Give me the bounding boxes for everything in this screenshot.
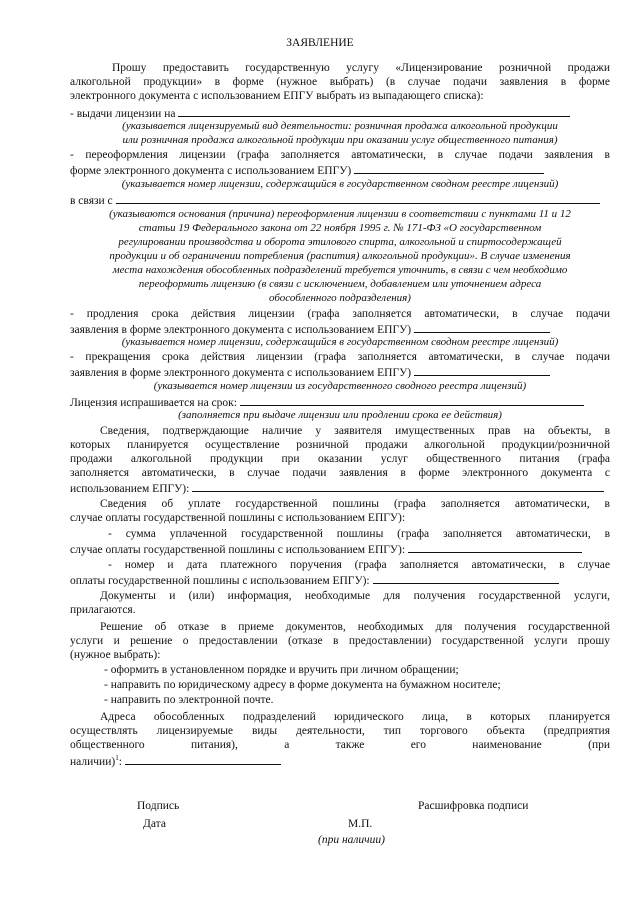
branches-line: общественного питания), а также его наименование (при: [70, 739, 610, 751]
decision-line: Решение об отказе в приеме документов, необходимых для получения государственной: [100, 621, 610, 633]
termination-blank[interactable]: [414, 365, 550, 376]
fee-order-field[interactable]: [70, 573, 610, 588]
seal-label: М.П.: [348, 818, 373, 830]
property-blank[interactable]: [192, 481, 604, 492]
property-field[interactable]: [70, 481, 610, 496]
date-label: Дата: [143, 818, 166, 830]
property-line: Сведения, подтверждающие наличие у заявителя имущественных прав на объекты, в: [100, 425, 610, 437]
signature-label: Подпись: [137, 800, 180, 812]
footnote-mark: 1: [115, 754, 119, 763]
extension-field[interactable]: [70, 322, 610, 337]
property-line: заполняется автоматически, в случае подачи заявления в форме электронного документа с: [70, 467, 610, 479]
reissue-reason-field[interactable]: [70, 193, 610, 208]
branches-line: осуществлять лицензируемые виды деятельности, тип торгового объекта (предприятия: [70, 725, 610, 737]
fee-line: Сведения об уплате государственной пошлины (графа заполняется автоматически, в: [100, 498, 610, 510]
fee-sum-blank[interactable]: [408, 542, 582, 553]
documents-line: прилагаются.: [70, 604, 136, 616]
fee-sum-field[interactable]: [70, 542, 610, 557]
intro-line: Прошу предоставить государственную услугу «Лицензирование розничной продажи: [112, 62, 610, 74]
reissue-reason-hint: регулировании производства и оборота этилового спирта, алкогольной и спиртосодержащей: [118, 236, 562, 248]
issuance-label: - выдачи лицензии на: [70, 108, 176, 120]
reissue-reason-hint: переоформить лицензию (в связи с исключением, добавлением или уточнением адреса: [138, 278, 542, 290]
decision-option-in-person[interactable]: - оформить в установленном порядке и вручить при личном обращении;: [104, 664, 459, 676]
reissue-reason-blank[interactable]: [116, 193, 600, 204]
fee-sum-label: случае оплаты государственной пошлины с использованием ЕПГУ):: [70, 544, 406, 556]
term-label: Лицензия испрашивается на срок:: [70, 397, 237, 409]
issuance-hint: или розничная продажа алкогольной продукции при оказании услуг общественного питания): [122, 134, 558, 146]
extension-hint: (указывается номер лицензии, содержащийся в государственном сводном реестре лицензий): [121, 336, 559, 348]
fee-order-line: - номер и дата платежного поручения (графа заполняется автоматически, в случае: [108, 559, 610, 571]
reissue-reason-hint: продукции и об ограничении потребления (распития) алкогольной продукции». В случае изменения: [109, 250, 571, 262]
decision-line: (нужное выбрать):: [70, 649, 161, 661]
decode-signature-label: Расшифровка подписи: [418, 800, 529, 812]
reissue-reason-hint: обособленного подразделения): [269, 292, 411, 304]
property-line: продажи алкогольной продукции при оказании услуг общественного питания (графа: [70, 453, 610, 465]
term-hint: (заполняется при выдаче лицензии или продлении срока ее действия): [178, 409, 502, 421]
reissue-hint: (указывается номер лицензии, содержащийся в государственном сводном реестре лицензий): [121, 178, 559, 190]
seal-hint: (при наличии): [318, 834, 385, 846]
term-field[interactable]: [70, 395, 610, 410]
fee-order-blank[interactable]: [373, 573, 559, 584]
extension-blank[interactable]: [414, 322, 550, 333]
decision-line: услуги и решение о предоставлении (отказе в предоставлении) государственной услуги прошу: [70, 635, 610, 647]
termination-line: - прекращения срока действия лицензии (графа заполняется автоматически, в случае подачи: [70, 351, 610, 363]
decision-option-email[interactable]: - направить по электронной почте.: [104, 694, 274, 706]
branches-field[interactable]: наличии)$^1$:: [70, 754, 610, 769]
reissue-reason-hint: места нахождения обособленных подразделений требуется уточнить, в связи с чем необходимо: [112, 264, 568, 276]
extension-label: заявления в форме электронного документа с использованием ЕПГУ): [70, 324, 412, 336]
branches-label: наличии): [70, 756, 116, 768]
property-line: которых планируется осуществление розничной продажи алкогольной продукции/розничной: [70, 439, 610, 451]
issuance-blank[interactable]: [178, 106, 570, 117]
branches-line: Адреса обособленных подразделений юридического лица, в которых планируется: [100, 711, 610, 723]
termination-field[interactable]: [70, 365, 610, 380]
reissue-field[interactable]: [70, 163, 610, 178]
intro-line: алкогольной продукции» в форме (нужное выбрать) (в случае подачи заявления в форме: [70, 76, 610, 88]
branches-blank[interactable]: [125, 754, 281, 765]
reissue-reason-hint: статьи 19 Федерального закона от 22 ноября 1995 г. № 171-ФЗ «О государственном: [138, 222, 542, 234]
issuance-hint: (указывается лицензируемый вид деятельности: розничная продажа алкогольной продукции: [122, 120, 558, 132]
issuance-field[interactable]: [70, 106, 610, 121]
fee-order-label: оплаты государственной пошлины с использованием ЕПГУ):: [70, 575, 370, 587]
reissue-label: форме электронного документа с использованием ЕПГУ): [70, 165, 352, 177]
termination-label: заявления в форме электронного документа с использованием ЕПГУ): [70, 367, 412, 379]
property-label: использованием ЕПГУ):: [70, 483, 190, 495]
documents-line: Документы и (или) информация, необходимые для получения государственной услуги,: [100, 590, 610, 602]
document-title: ЗАЯВЛЕНИЕ: [286, 37, 354, 49]
intro-line: электронного документа с использованием ЕПГУ выбрать из выпадающего списка):: [70, 90, 484, 102]
extension-line: - продления срока действия лицензии (графа заполняется автоматически, в случае подачи: [70, 308, 610, 320]
term-blank[interactable]: [240, 395, 584, 406]
decision-option-post[interactable]: - направить по юридическому адресу в форме документа на бумажном носителе;: [104, 679, 501, 691]
reissue-reason-label: в связи с: [70, 195, 113, 207]
reissue-line: - переоформления лицензии (графа заполняется автоматически, в случае подачи заявления в: [70, 149, 610, 161]
fee-sum-line: - сумма уплаченной государственной пошлины (графа заполняется автоматически, в: [108, 528, 610, 540]
termination-hint: (указывается номер лицензии из государственного сводного реестра лицензий): [153, 380, 527, 392]
reissue-blank[interactable]: [354, 163, 544, 174]
reissue-reason-hint: (указываются основания (причина) переоформления лицензии в соответствии с пунктами 11 и 12: [109, 208, 571, 220]
fee-line: случае оплаты государственной пошлины с использованием ЕПГУ):: [70, 512, 406, 524]
